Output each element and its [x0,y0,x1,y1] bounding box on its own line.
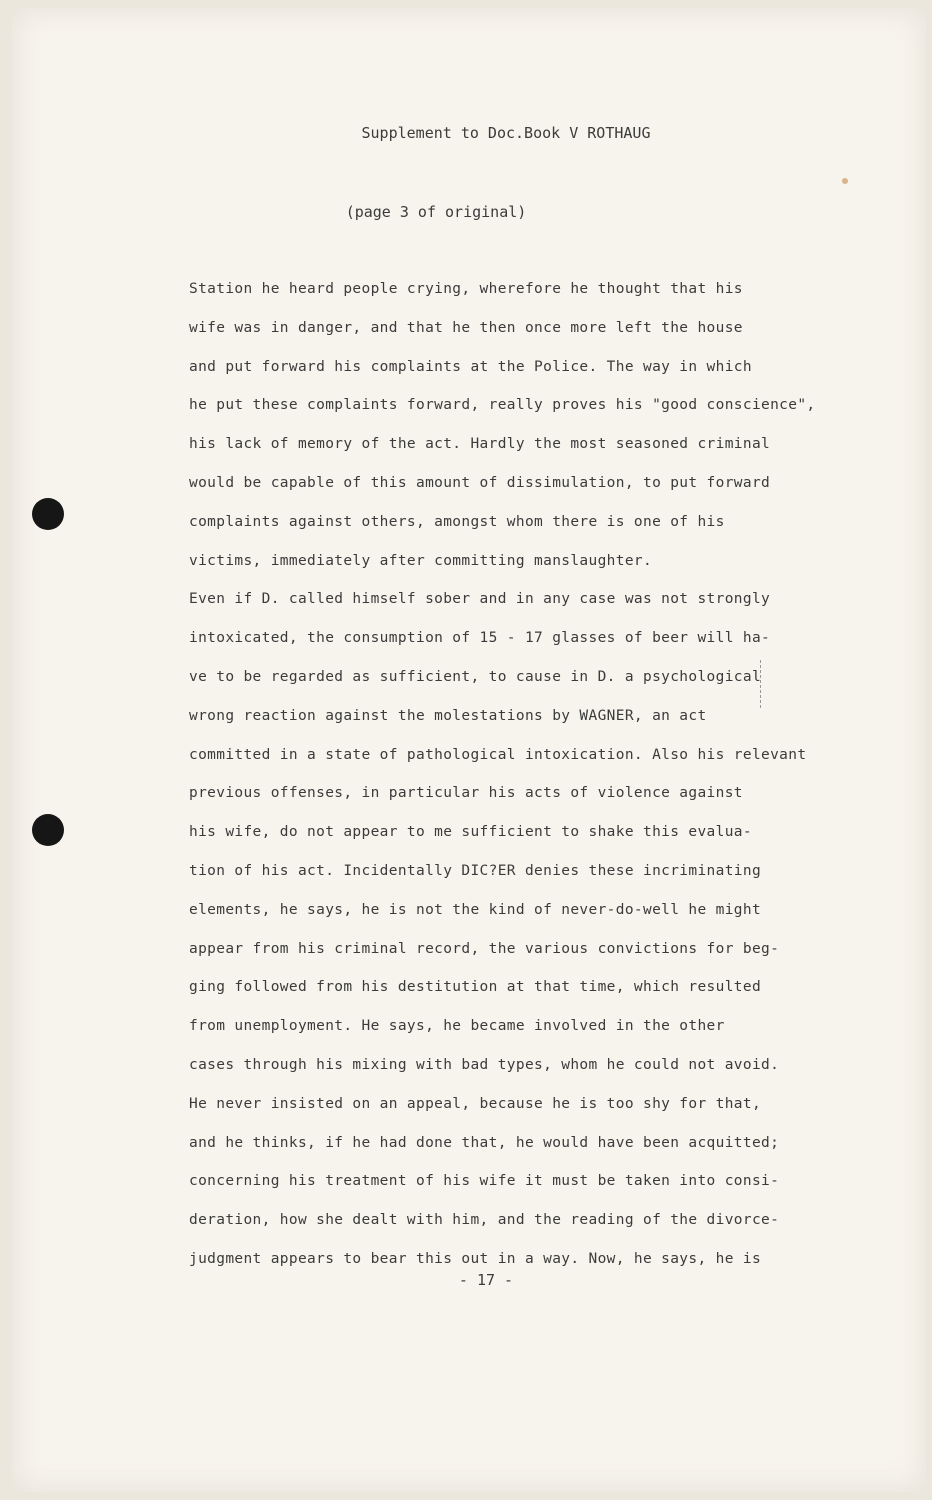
text-line: and put forward his complaints at the Police. The way in which [189,358,752,375]
text-line: would be capable of this amount of dissimulation, to put forward [189,474,771,491]
text-line: tion of his act. Incidentally DIC?ER denies these incriminating [189,862,762,879]
text-line: committed in a state of pathological intoxication. Also his relevant [189,746,807,763]
text-line: wrong reaction against the molestations by WAGNER, an act [189,707,707,724]
text-line: elements, he says, he is not the kind of never-do-well he might [189,901,762,918]
text-line: previous offenses, in particular his acts of violence against [189,785,743,802]
text-line: and he thinks, if he had done that, he would have been acquitted; [189,1134,780,1151]
text-line: wife was in danger, and that he then once more left the house [189,319,743,336]
text-line: complaints against others, amongst whom there is one of his [189,513,725,530]
text-line: he put these complaints forward, really proves his "good conscience", [189,397,816,414]
text-line: judgment appears to bear this out in a way. Now, he says, he is [189,1250,762,1267]
paper-speck [842,178,848,184]
text-line: deration, how she dealt with him, and the reading of the divorce- [189,1212,780,1229]
text-line: cases through his mixing with bad types, whom he could not avoid. [189,1056,780,1073]
body-text [189,277,816,1286]
text-line: his wife, do not appear to me sufficient to shake this evalua- [189,824,752,841]
punch-hole-bottom [32,814,64,846]
text-line: appear from his criminal record, the various convictions for beg- [189,940,780,957]
text-line: from unemployment. He says, he became involved in the other [189,1018,725,1035]
punch-hole-top [32,498,64,530]
text-line: ging followed from his destitution at that time, which resulted [189,979,762,996]
document-header: Supplement to Doc.Book V ROTHAUG [361,124,651,142]
page-number: - 17 - [458,1271,514,1289]
text-line: ve to be regarded as sufficient, to cause in D. a psychological [189,668,762,685]
page-note: (page 3 of original) [345,203,527,221]
text-line: his lack of memory of the act. Hardly the most seasoned criminal [189,436,771,453]
text-line: He never insisted on an appeal, because he is too shy for that, [189,1095,762,1112]
text-line: concerning his treatment of his wife it must be taken into consi- [189,1173,780,1190]
text-line: victims, immediately after committing manslaughter. [189,552,653,569]
text-line: Station he heard people crying, wherefore he thought that his [189,281,743,297]
text-line: Even if D. called himself sober and in any case was not strongly [189,591,771,608]
text-line: intoxicated, the consumption of 15 - 17 glasses of beer will ha- [189,630,771,647]
